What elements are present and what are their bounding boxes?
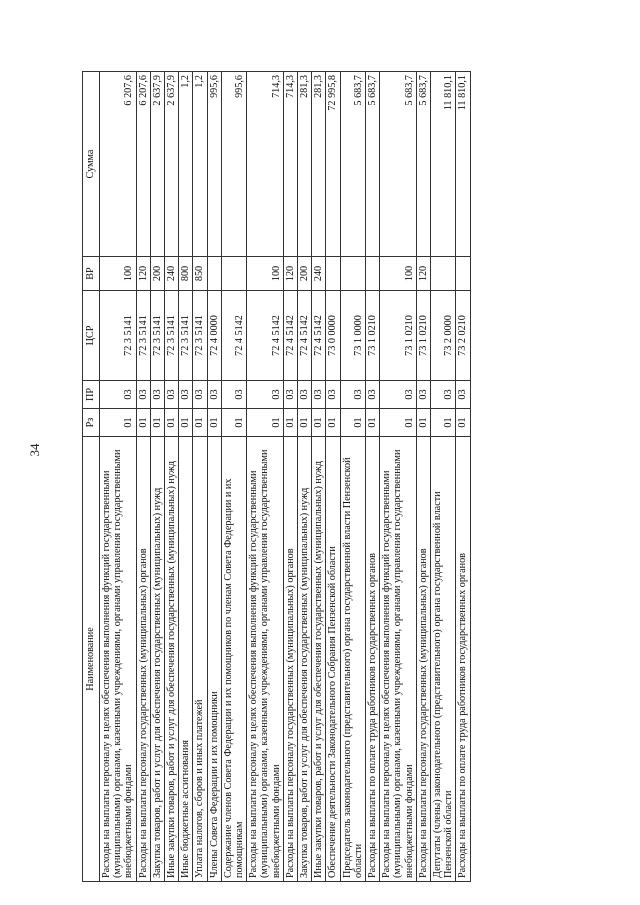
header-csr: ЦСР (83, 291, 100, 381)
cell-pr: 03 (366, 381, 380, 409)
cell-name: Расходы на выплаты персоналу в целях обеспечения выполнения функций государственными (муниципальными) органами, казенными учреждениями, органами управления государственными внебюджетными фондами (247, 437, 284, 882)
cell-name: Расходы на выплаты по оплате труда работников государственных органов (456, 437, 470, 882)
cell-vr (340, 257, 365, 291)
rotated-table-container (82, 72, 548, 882)
cell-sum: 995,6 (221, 72, 246, 257)
cell-rz: 01 (136, 409, 150, 437)
page-number: 34 (27, 443, 42, 457)
cell-csr: 73 2 0000 (431, 291, 456, 381)
cell-pr: 03 (416, 381, 430, 409)
table-row (366, 72, 380, 882)
table-row (283, 72, 297, 882)
cell-sum: 714,3 (247, 72, 284, 257)
cell-csr: 73 1 0000 (340, 291, 365, 381)
cell-csr: 72 3 5141 (136, 291, 150, 381)
cell-csr: 72 3 5141 (193, 291, 207, 381)
cell-sum: 5 683,7 (416, 72, 430, 257)
cell-csr: 72 4 5142 (247, 291, 284, 381)
cell-name: Депутаты (члены) законодательного (представительного) органа государственной власти Пензенской области (431, 437, 456, 882)
cell-pr: 03 (380, 381, 417, 409)
table-row (207, 72, 221, 882)
cell-csr: 72 3 5141 (165, 291, 179, 381)
cell-name: Уплата налогов, сборов и иных платежей (193, 437, 207, 882)
cell-name: Расходы на выплаты по оплате труда работников государственных органов (366, 437, 380, 882)
cell-pr: 03 (312, 381, 326, 409)
cell-pr: 03 (179, 381, 193, 409)
budget-table (82, 71, 471, 882)
table-row (456, 72, 470, 882)
cell-rz: 01 (179, 409, 193, 437)
cell-vr (221, 257, 246, 291)
cell-pr: 03 (136, 381, 150, 409)
cell-vr: 200 (298, 257, 312, 291)
cell-pr: 03 (100, 381, 137, 409)
cell-csr: 72 4 0000 (207, 291, 221, 381)
cell-csr: 73 1 0210 (366, 291, 380, 381)
cell-vr: 850 (193, 257, 207, 291)
table-row (340, 72, 365, 882)
table-row (416, 72, 430, 882)
cell-vr: 120 (136, 257, 150, 291)
cell-sum: 995,6 (207, 72, 221, 257)
cell-name: Иные закупки товаров, работ и услуг для обеспечения государственных (муниципальных) нужд (165, 437, 179, 882)
cell-sum: 72 995,8 (326, 72, 340, 257)
cell-rz: 01 (150, 409, 164, 437)
cell-vr: 120 (416, 257, 430, 291)
cell-sum: 5 683,7 (380, 72, 417, 257)
cell-name: Закупка товаров, работ и услуг для обеспечения государственных (муниципальных) нужд (150, 437, 164, 882)
cell-rz: 01 (416, 409, 430, 437)
cell-vr: 240 (312, 257, 326, 291)
table-row (136, 72, 150, 882)
cell-csr: 72 4 5142 (283, 291, 297, 381)
table-body (100, 72, 471, 882)
cell-name: Члены Совета Федерации и их помощники (207, 437, 221, 882)
header-name: Наименование (83, 437, 100, 882)
cell-name: Расходы на выплаты персоналу в целях обеспечения выполнения функций государственными (муниципальными) органами, казенными учреждениями, органами управления государственными внебюджетными фондами (100, 437, 137, 882)
header-vr: ВР (83, 257, 100, 291)
cell-name: Закупка товаров, работ и услуг для обеспечения государственных (муниципальных) нужд (298, 437, 312, 882)
table-row (247, 72, 284, 882)
header-rz: Рз (83, 409, 100, 437)
cell-rz: 01 (312, 409, 326, 437)
cell-pr: 03 (283, 381, 297, 409)
cell-csr: 73 1 0210 (416, 291, 430, 381)
cell-rz: 01 (283, 409, 297, 437)
table-row (193, 72, 207, 882)
cell-rz: 01 (247, 409, 284, 437)
table-row (326, 72, 340, 882)
cell-csr: 72 3 5141 (100, 291, 137, 381)
cell-rz: 01 (431, 409, 456, 437)
cell-pr: 03 (247, 381, 284, 409)
cell-sum: 5 683,7 (366, 72, 380, 257)
cell-pr: 03 (150, 381, 164, 409)
cell-pr: 03 (221, 381, 246, 409)
cell-name: Расходы на выплаты персоналу государственных (муниципальных) органов (136, 437, 150, 882)
table-row (380, 72, 417, 882)
cell-rz: 01 (207, 409, 221, 437)
cell-sum: 714,3 (283, 72, 297, 257)
cell-sum: 1,2 (193, 72, 207, 257)
cell-rz: 01 (366, 409, 380, 437)
table-row (312, 72, 326, 882)
cell-csr: 72 4 5142 (298, 291, 312, 381)
cell-sum: 11 810,1 (431, 72, 456, 257)
cell-name: Иные закупки товаров, работ и услуг для обеспечения государственных (муниципальных) нужд (312, 437, 326, 882)
cell-vr: 120 (283, 257, 297, 291)
cell-vr (366, 257, 380, 291)
cell-name: Обеспечение деятельности Законодательного Собрания Пензенской области (326, 437, 340, 882)
cell-sum: 6 207,6 (100, 72, 137, 257)
header-sum: Сумма (83, 72, 100, 257)
cell-vr (431, 257, 456, 291)
table-row (179, 72, 193, 882)
cell-sum: 2 637,9 (150, 72, 164, 257)
cell-rz: 01 (340, 409, 365, 437)
table-row (298, 72, 312, 882)
cell-sum: 281,3 (298, 72, 312, 257)
cell-csr: 72 3 5141 (179, 291, 193, 381)
cell-rz: 01 (298, 409, 312, 437)
cell-csr: 73 2 0210 (456, 291, 470, 381)
cell-pr: 03 (340, 381, 365, 409)
cell-csr: 73 1 0210 (380, 291, 417, 381)
table-row (431, 72, 456, 882)
cell-vr: 200 (150, 257, 164, 291)
cell-csr: 72 4 5142 (312, 291, 326, 381)
cell-vr: 100 (247, 257, 284, 291)
cell-sum: 11 810,1 (456, 72, 470, 257)
cell-csr: 73 0 0000 (326, 291, 340, 381)
cell-vr: 100 (380, 257, 417, 291)
header-pr: ПР (83, 381, 100, 409)
cell-pr: 03 (165, 381, 179, 409)
cell-pr: 03 (431, 381, 456, 409)
cell-rz: 01 (100, 409, 137, 437)
cell-sum: 6 207,6 (136, 72, 150, 257)
cell-sum: 1,2 (179, 72, 193, 257)
cell-pr: 03 (207, 381, 221, 409)
cell-rz: 01 (193, 409, 207, 437)
cell-rz: 01 (165, 409, 179, 437)
table-row (221, 72, 246, 882)
cell-vr (326, 257, 340, 291)
cell-sum: 2 637,9 (165, 72, 179, 257)
cell-rz: 01 (221, 409, 246, 437)
table-row (150, 72, 164, 882)
cell-vr: 100 (100, 257, 137, 291)
cell-rz: 01 (380, 409, 417, 437)
cell-csr: 72 3 5141 (150, 291, 164, 381)
cell-csr: 72 4 5142 (221, 291, 246, 381)
cell-pr: 03 (456, 381, 470, 409)
table-header-row (83, 72, 100, 882)
cell-vr: 240 (165, 257, 179, 291)
cell-rz: 01 (456, 409, 470, 437)
cell-name: Расходы на выплаты персоналу в целях обеспечения выполнения функций государственными (муниципальными) органами, казенными учреждениями, органами управления государственными внебюджетными фондами (380, 437, 417, 882)
cell-vr (207, 257, 221, 291)
cell-vr: 800 (179, 257, 193, 291)
cell-pr: 03 (326, 381, 340, 409)
cell-name: Расходы на выплаты персоналу государственных (муниципальных) органов (416, 437, 430, 882)
cell-name: Иные бюджетные ассигнования (179, 437, 193, 882)
cell-rz: 01 (326, 409, 340, 437)
cell-name: Расходы на выплаты персоналу государственных (муниципальных) органов (283, 437, 297, 882)
cell-sum: 5 683,7 (340, 72, 365, 257)
cell-name: Содержание членов Совета Федерации и их помощников по членам Совета Федерации и их помощникам (221, 437, 246, 882)
cell-sum: 281,3 (312, 72, 326, 257)
cell-vr (456, 257, 470, 291)
table-row (100, 72, 137, 882)
cell-name: Председатель законодательного (представительного) органа государственной власти Пензенской области (340, 437, 365, 882)
cell-pr: 03 (298, 381, 312, 409)
table-row (165, 72, 179, 882)
cell-pr: 03 (193, 381, 207, 409)
